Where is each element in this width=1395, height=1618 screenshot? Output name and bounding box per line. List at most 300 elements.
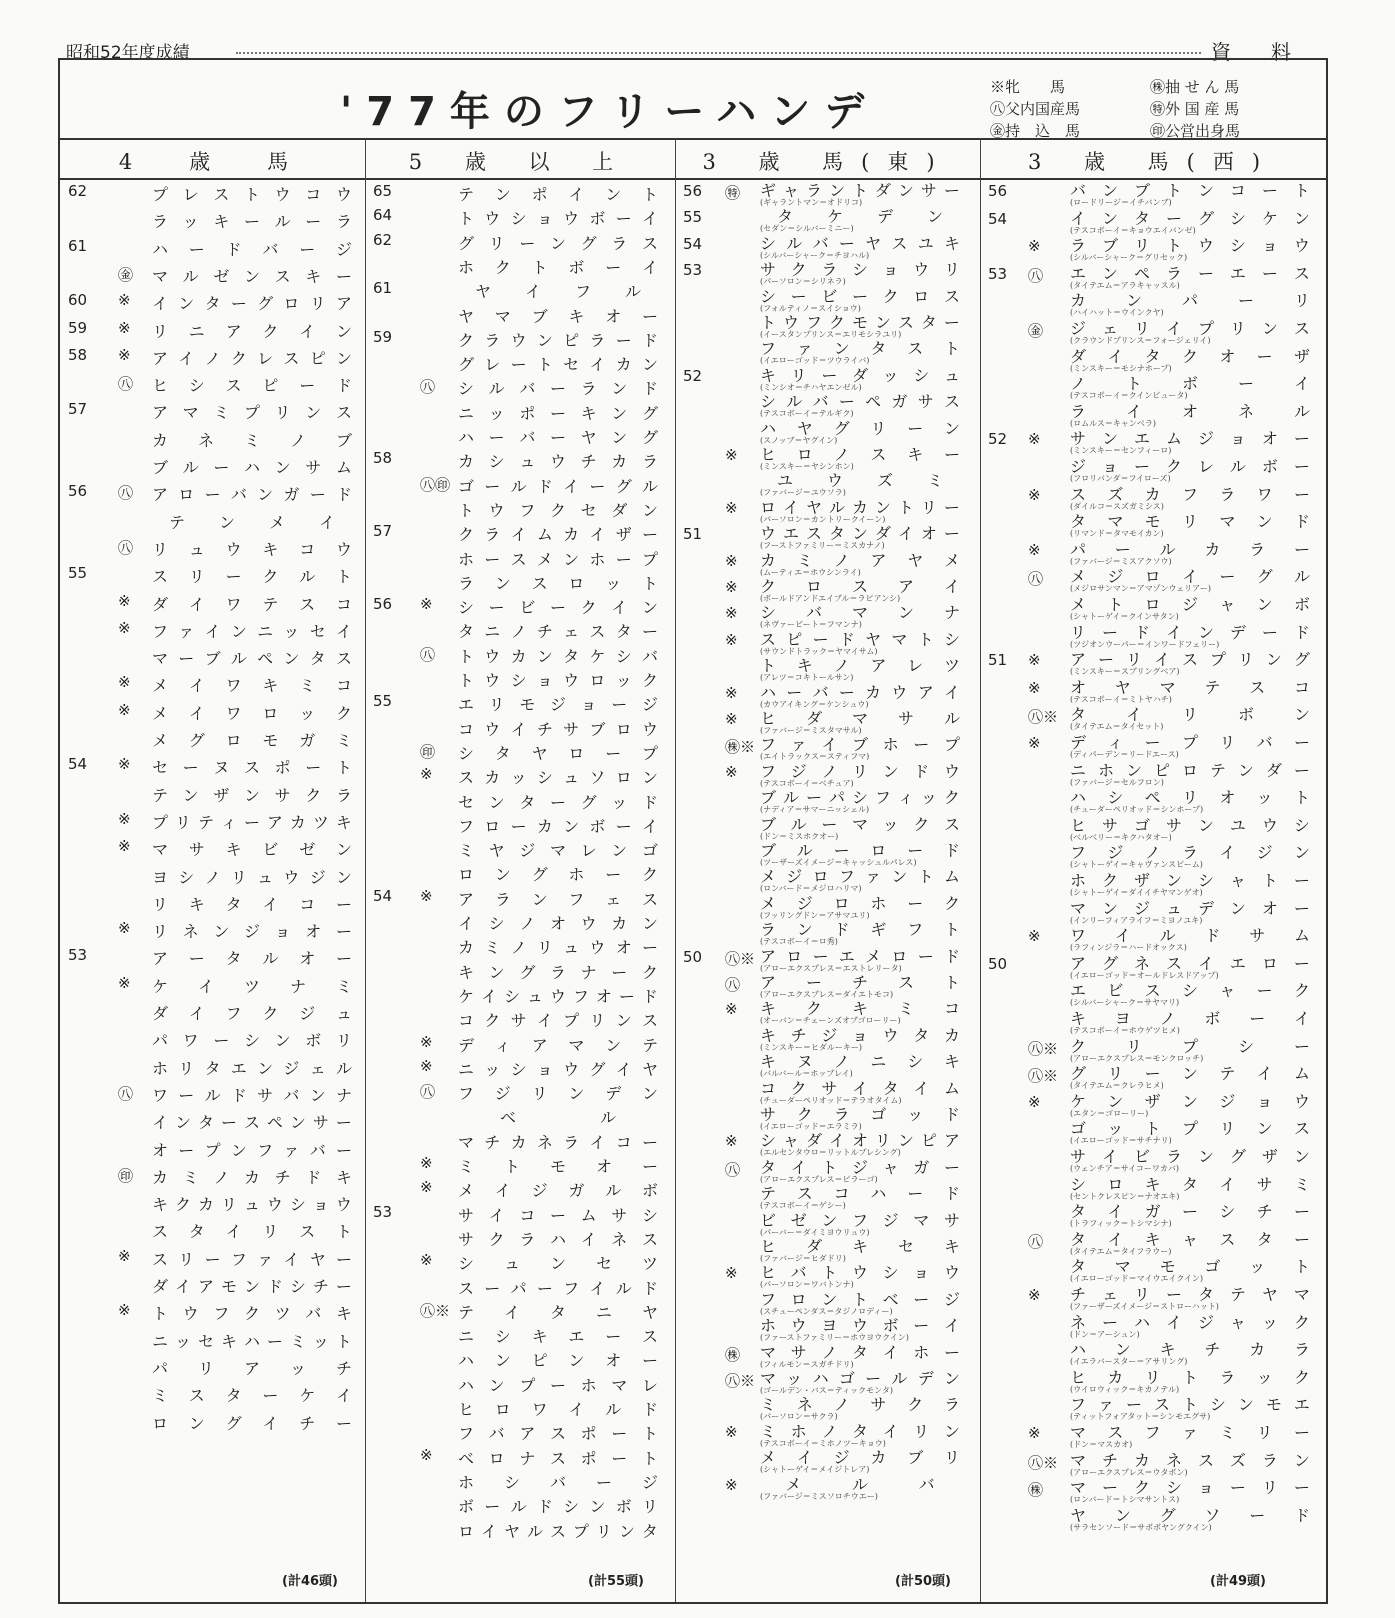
horse-mark: ※ — [420, 1154, 433, 1172]
horse-name: セ ン タ ー グ ッ ド — [458, 792, 658, 812]
horse-name: イ ン タ ー グ シ ケ ン — [1070, 208, 1310, 228]
horse-name: キ チ ジ ョ ウ タ カ — [760, 1025, 960, 1045]
horse-name: ハ ン ピ ン オ ー — [458, 1351, 658, 1371]
pedigree: (ギャラントマン＝オドリコ) — [760, 198, 863, 207]
horse-name: ダ イ ア モ ン ド シ チ ー — [152, 1277, 352, 1296]
horse-name: ハ ー バ ー カ ウ ア イ — [760, 682, 960, 702]
pedigree: (パーバー＝ダイミヨウリュウ) — [760, 1227, 870, 1237]
horse-mark: ㊇ — [1028, 266, 1044, 285]
pedigree: (タイテエム＝タイセット) — [1070, 722, 1164, 732]
column-header: 3 歳 馬(西) — [1027, 150, 1279, 174]
horse-name: メ グ ロ モ ガ ミ — [152, 731, 352, 750]
pedigree: (テスコボーイ＝クインビュータ) — [1070, 391, 1188, 401]
horse-name: デ ィ ー プ リ バ ー — [1070, 733, 1310, 752]
rating: 52 — [988, 430, 1008, 449]
horse-name: ニ シ キ エ ー ス — [458, 1327, 658, 1347]
horse-name: デ ィ ア マ ン テ — [458, 1035, 658, 1055]
horse-name: ト キ ノ ア レ ツ — [760, 656, 960, 676]
horse-mark: ※ — [420, 1251, 433, 1270]
horse-mark: ㊇※ — [420, 1301, 451, 1320]
horse-name: ク リ プ シ ー — [1070, 1036, 1310, 1056]
rating: 62 — [68, 182, 88, 200]
horse-mark: ※ — [1028, 1424, 1041, 1442]
horse-mark: ※ — [118, 755, 131, 774]
horse-name: メ ル バ — [785, 1474, 935, 1494]
pedigree: (シャトーゲイ＝メイジトレア) — [760, 1465, 870, 1475]
table-row — [60, 1148, 1326, 1174]
horse-name: テ イ タ ニ ヤ — [458, 1302, 658, 1322]
horse-name: ヤ イ フ ル — [474, 282, 641, 302]
pedigree: (テスコボーイ＝テルギク) — [760, 409, 854, 419]
pedigree: (ダイルコ＝スズガミシス) — [1070, 501, 1164, 511]
column-header: 4 歳 馬 — [118, 150, 307, 174]
dotted-leader — [236, 52, 1201, 54]
rating: 53 — [68, 946, 88, 965]
pedigree: (ムーティエ＝ホウシンライ) — [760, 567, 861, 577]
horse-name: ダ イ ワ テ ス コ — [152, 594, 352, 614]
horse-mark: ※ — [420, 765, 433, 784]
horse-mark: ※ — [725, 1264, 738, 1283]
horse-name: ラ ン ス ロ ッ ト — [458, 573, 658, 593]
horse-mark: ※ — [725, 1422, 738, 1441]
table-row — [60, 1231, 1326, 1257]
horse-name: ユ ウ ズ ミ — [776, 471, 943, 491]
horse-name: ト ウ シ ョ ウ ボ ー イ — [458, 209, 658, 229]
horse-name: テ ン ザ ン サ ク ラ — [152, 785, 352, 805]
column-total: (計55頭) — [588, 1574, 644, 1589]
horse-name: メ ト ロ ジ ャ ン ボ — [1070, 595, 1310, 614]
pedigree: (エイトラックス＝スティフマ) — [760, 752, 870, 762]
rating: 54 — [68, 755, 88, 774]
horse-mark: ㊞ — [118, 1166, 134, 1185]
horse-name: タ イ ガ ー シ チ ー — [1070, 1202, 1310, 1222]
pedigree: (サウンドトラック＝ヤマイサム) — [760, 646, 878, 656]
horse-name: シ ル バ ー ペ ガ サ ス — [760, 392, 960, 412]
horse-name: ス カ ッ シ ュ ソ ロ ン — [458, 768, 658, 788]
horse-name: ホ ク ト ボ ー イ — [458, 257, 658, 277]
horse-name: ラ ン ド ギ フ ト — [760, 920, 960, 940]
horse-mark: ※ — [118, 318, 131, 337]
horse-name: メ ジ ロ フ ァ ン ト ム — [760, 867, 960, 887]
pedigree: (セントクレスピン＝ナオエキ) — [1070, 1191, 1180, 1201]
horse-name: オ ー プ ン フ ァ バ ー — [152, 1140, 352, 1160]
pedigree: (シルバーシャーク＝サヤマリ) — [1070, 998, 1180, 1008]
horse-name: ラ ッ キ ー ル ー ラ — [152, 212, 352, 232]
horse-mark: ㊇※ — [1028, 708, 1059, 727]
table-row — [60, 486, 1326, 512]
horse-name: ア グ ネ ス イ エ ロ ー — [1070, 953, 1310, 973]
horse-name: ア ラ ン フ ェ ス — [458, 889, 658, 909]
pedigree: (フッリングドン＝アサマユリ) — [760, 910, 870, 920]
pedigree: (タイテエム＝クレラヒメ) — [1070, 1081, 1164, 1091]
pedigree: (テスコボーイ＝ゲシー) — [760, 1201, 846, 1211]
horse-name: リ キ タ イ コ ー — [152, 894, 352, 914]
column-total: (計50頭) — [895, 1574, 951, 1589]
rating: 65 — [373, 182, 393, 200]
horse-name: テ ン ポ イ ン ト — [458, 185, 658, 204]
horse-name: ヒ ロ ワ イ ル ド — [458, 1400, 658, 1419]
horse-mark: ※ — [1028, 237, 1041, 256]
pedigree: (チューダーペリオッド＝シンホープ) — [1070, 805, 1204, 815]
pedigree: (ロンバード＝メジロハリマ) — [760, 884, 862, 894]
horse-name: リ ュ ウ キ コ ウ — [152, 539, 352, 559]
horse-mark: ※ — [420, 1178, 433, 1197]
horse-name: コ ク サ イ タ イ ム — [760, 1078, 960, 1098]
horse-name: リ ー ド イ ン デ ー ド — [1070, 622, 1310, 642]
horse-name: ト ウ カ ン タ ケ シ バ — [458, 646, 658, 666]
horse-name: ク ラ イ ム カ イ ザ ー — [458, 525, 658, 545]
horse-name: ビ ゼ ン フ ジ マ サ — [760, 1210, 960, 1230]
pedigree: (チューダーペリオッド＝テラオタイム) — [760, 1095, 902, 1105]
horse-name: ミ ホ ノ タ イ リ ン — [760, 1421, 960, 1441]
pedigree: (バルバール＝ホップレイ) — [760, 1069, 853, 1079]
rating: 56 — [683, 182, 703, 200]
horse-name: サ ク ラ ゴ ッ ド — [760, 1105, 960, 1124]
pedigree: (イエローゴッド＝オールドレスドアップ) — [1070, 970, 1219, 980]
horse-mark: ※ — [118, 1246, 131, 1265]
horse-mark: ㊇ — [725, 976, 741, 994]
horse-mark: ※ — [725, 710, 738, 728]
horse-name: シ タ ヤ ロ ー プ — [458, 743, 658, 763]
horse-name: ヒ バ ト ウ シ ョ ウ — [760, 1263, 960, 1283]
horse-name: ニ ッ ポ ー キ ン グ — [458, 403, 658, 423]
page-header-right: 資料 — [1211, 40, 1331, 64]
horse-name: キ ヨ ノ ボ ー イ — [1070, 1009, 1310, 1028]
table-row — [60, 1314, 1326, 1340]
horse-name: ヨ シ ノ リ ュ ウ ジ ン — [152, 867, 352, 887]
pedigree: (ファバージ＝セルフロン) — [1070, 777, 1164, 787]
pedigree: (ミンスキー＝センフィーロ) — [1070, 446, 1172, 456]
horse-name: マ サ ノ タ イ ホ ー — [760, 1342, 960, 1362]
horse-name: ジ ョ ー ク レ ル ボ ー — [1070, 457, 1310, 476]
horse-mark: ※ — [1028, 927, 1041, 946]
horse-name: イ ン タ ー ス ペ ン サ ー — [152, 1113, 352, 1133]
horse-mark: ㊇ — [725, 1160, 741, 1179]
horse-name: フ ロ ー カ ン ボ ー イ — [458, 816, 658, 836]
horse-mark: ㊇㊞ — [420, 475, 451, 494]
table-row — [60, 345, 1326, 374]
horse-name: ス タ イ リ ス ト — [152, 1222, 352, 1242]
pedigree: (アローエクスプレス＝ウタボン) — [1070, 1467, 1188, 1477]
pedigree: (イエローゴッド＝エラミラ) — [760, 1122, 862, 1131]
horse-name: マ ッ ハ ゴ ー ル デ ン — [760, 1369, 960, 1388]
legend-item: ㊞公営出身馬 — [1150, 122, 1241, 140]
rating: 57 — [373, 522, 393, 541]
horse-name: ア ロ ー バ ン ガ ー ド — [152, 485, 352, 505]
handicap-table — [58, 58, 1328, 1604]
horse-mark: ㊎ — [1028, 322, 1044, 340]
horse-name: エ ビ ス シ ャ ー ク — [1070, 981, 1310, 1001]
horse-mark: ㊇ — [1028, 570, 1044, 589]
horse-name: ハ ヤ グ リ ー ン — [760, 418, 960, 438]
table-row — [60, 1479, 1326, 1505]
horse-name: グ レ ー ト セ イ カ ン — [458, 355, 658, 375]
horse-name: ベ ル — [499, 1108, 616, 1128]
rating: 61 — [373, 279, 393, 298]
table-row — [60, 458, 1326, 484]
horse-mark: ㊇ — [420, 378, 436, 397]
horse-name: フ バ ア ス ポ ー ト — [458, 1424, 658, 1444]
horse-mark: ※ — [118, 837, 131, 856]
horse-name: キ ヌ ノ ニ シ キ — [760, 1052, 960, 1072]
horse-name: タ イ リ ボ ン — [1070, 705, 1310, 725]
horse-name: カ ミ ノ ア ヤ メ — [760, 550, 960, 570]
horse-mark: ㊞ — [420, 742, 436, 761]
horse-mark: ㊇※ — [1028, 1039, 1059, 1058]
horse-name: ハ ー バ ー ヤ ン グ — [458, 428, 658, 447]
table-row — [60, 1452, 1326, 1478]
pedigree: (アローエクスプレス＝エストレリータ) — [760, 963, 902, 973]
horse-name: ニ ホ ン ピ ロ テ ン ダ ー — [1070, 760, 1310, 780]
pedigree: (アローエクスプレス＝モンクロッチ) — [1070, 1053, 1204, 1063]
pedigree: (ウェンチア＝サイコーワカバ) — [1070, 1164, 1180, 1173]
horse-name: キ ン グ ラ ナ ー ク — [458, 962, 658, 982]
pedigree: (シャトーゲイ＝ダイイチヤマンゲオ) — [1070, 888, 1203, 897]
rating: 50 — [988, 954, 1008, 973]
horse-mark: ※ — [1028, 1092, 1041, 1111]
column-header: 5 歳 以 上 — [408, 150, 632, 174]
horse-name: メ イ ワ キ ミ コ — [152, 676, 352, 696]
horse-mark: ※ — [420, 595, 433, 614]
rating: 61 — [68, 236, 88, 255]
table-row — [60, 403, 1326, 429]
pedigree: (ロムルス＝キャンベラ) — [1070, 418, 1157, 428]
horse-mark: ※ — [725, 551, 738, 570]
horse-name: メ イ ジ ガ ル ボ — [458, 1181, 658, 1201]
horse-mark: ※ — [1028, 430, 1041, 449]
rating: 62 — [373, 230, 393, 249]
horse-name: ホ シ バ ー ジ — [458, 1472, 658, 1492]
table-row — [60, 651, 1326, 677]
pedigree: (ファバージ＝ユウソラ) — [760, 488, 846, 498]
horse-mark: ※ — [725, 1132, 738, 1151]
horse-name: カ シ ュ ウ チ カ ラ — [458, 452, 658, 472]
rating: 55 — [68, 564, 88, 583]
horse-mark: ㊑※ — [725, 738, 756, 757]
rating: 56 — [988, 182, 1008, 200]
pedigree: (メジロサンマン＝アマゾンウェリアー) — [1070, 584, 1212, 594]
horse-mark: ※ — [725, 1475, 738, 1494]
rating: 54 — [683, 234, 703, 253]
table-row — [60, 1010, 1326, 1036]
pedigree: (エタン＝ゴローリー) — [1070, 1108, 1149, 1118]
pedigree: (ドン＝マスカオ) — [1070, 1440, 1133, 1449]
pedigree: (ロードリージ＝イチバンブ) — [1070, 198, 1172, 207]
horse-name: タ イ キ ャ ス タ ー — [1070, 1229, 1310, 1249]
pedigree: (ミンシオ＝チハヤエンゼル) — [760, 382, 862, 392]
table-row — [60, 1176, 1326, 1202]
horse-name: ヒ シ ス ピ ー ド — [152, 376, 352, 396]
horse-name: ヒ サ ゴ サ ン ユ ウ シ — [1070, 815, 1310, 835]
horse-name: ジ ェ リ イ プ リ ン ス — [1070, 319, 1310, 338]
rating: 51 — [988, 651, 1008, 670]
horse-mark: ※ — [1028, 485, 1041, 504]
table-row — [60, 210, 1326, 236]
horse-name: キ ク カ リ ュ ウ シ ョ ウ — [152, 1195, 352, 1215]
table-row — [60, 872, 1326, 898]
horse-name: ス ピ ー ド ヤ マ ト シ — [760, 629, 960, 649]
horse-name: ク ロ ス ア イ — [760, 577, 960, 596]
horse-name: ハ シ ペ リ オ ッ ト — [1070, 788, 1310, 808]
pedigree: (ファバージ＝ヒダドリ) — [760, 1254, 846, 1263]
pedigree: (フロリバンダ＝フイローズ) — [1070, 474, 1171, 483]
pedigree: (ベルベリー＝キクハタオー) — [1070, 832, 1172, 842]
pedigree: (ドン＝アーシュン) — [1070, 1329, 1140, 1339]
pedigree: (ファバージ＝ミスソロチウエー) — [760, 1491, 878, 1501]
horse-name: ウ エ ス タ ン ダ イ オ ー — [760, 524, 960, 544]
horse-name: ノ ト ボ ー イ — [1070, 374, 1310, 394]
horse-name: シ ュ ン セ ツ — [458, 1254, 658, 1274]
horse-name: シ ル バ ー ラ ン ド — [458, 379, 658, 399]
horse-mark: ※ — [725, 578, 738, 596]
horse-name: サ ク ラ ハ イ ネ ス — [458, 1229, 658, 1249]
pedigree: (スチューペンダス＝タジノロディー) — [760, 1306, 893, 1316]
horse-mark: ※ — [725, 630, 738, 649]
horse-mark: ※ — [118, 919, 131, 938]
horse-name: ロ イ ヤ ル カ ン ト リ ー — [760, 497, 960, 517]
pedigree: (ボールドアンドエイブル＝ラピアンシ) — [760, 594, 901, 603]
horse-name: マ ス フ ァ ミ リ ー — [1070, 1423, 1310, 1442]
horse-name: シ ー ビ ー ク ロ ス — [760, 286, 960, 306]
horse-name: メ イ ワ ロ ッ ク — [152, 703, 352, 723]
horse-name: ヒ ロ ノ ス キ ー — [760, 445, 960, 464]
rating: 59 — [373, 327, 393, 346]
horse-name: ア ー チ ス ト — [760, 973, 960, 992]
pedigree: (セダン＝シルバーミニー) — [760, 224, 854, 234]
horse-name: パ ー ル カ ラ ー — [1070, 539, 1310, 559]
horse-name: マ ー ブ ル ペ ン タ ス — [152, 649, 352, 669]
table-row — [60, 234, 1326, 263]
pedigree: (ツジオンウーパー＝インワードフェリー) — [1070, 639, 1220, 649]
pedigree: (アローエクスプレス＝ピラーゴ) — [760, 1174, 878, 1184]
horse-name: リ ネ ン ジ ョ オ ー — [152, 922, 352, 942]
pedigree: (ロンバード＝トシマサントス) — [1070, 1495, 1180, 1505]
rating: 52 — [683, 366, 703, 385]
horse-name: フ ァ ン タ ス ト — [760, 339, 960, 359]
pedigree: (パーソロン＝シリネラ) — [760, 277, 846, 287]
table-row — [60, 1203, 1326, 1229]
horse-name: ヒ カ リ ト ラ ッ ク — [1070, 1367, 1310, 1387]
pedigree: (ミンスキー＝モシナホープ) — [1070, 363, 1172, 373]
pedigree: (クラウンドプリンス＝フォージェリイ) — [1070, 336, 1211, 345]
table-row — [60, 541, 1326, 567]
horse-name: シ ャ ダ イ オ リ ン ピ ア — [760, 1131, 960, 1151]
horse-mark: ㊇※ — [1028, 1453, 1059, 1472]
horse-mark: ※ — [1028, 678, 1041, 697]
horse-name: マ サ キ ビ ゼ ン — [152, 840, 352, 860]
horse-name: ブ ル ー パ シ フ ィ ッ ク — [760, 788, 960, 808]
table-row — [60, 762, 1326, 788]
horse-name: ア マ ミ プ リ ン ス — [152, 403, 352, 423]
horse-mark: ※ — [725, 762, 738, 781]
horse-mark: ※ — [725, 446, 738, 464]
table-row — [60, 817, 1326, 843]
table-row — [60, 430, 1326, 456]
table-row — [60, 1258, 1326, 1284]
pedigree: (テスコボーイ＝ミホノツーキョウ) — [760, 1438, 886, 1448]
horse-name: ホ ー ス メ ン ホ ー プ — [458, 549, 658, 569]
horse-name: チ ェ リ ー タ テ ヤ マ — [1070, 1285, 1310, 1304]
horse-mark: ㊇ — [118, 1084, 134, 1103]
horse-name: フ ァ ー ス ト シ ン モ エ — [1070, 1395, 1310, 1415]
horse-mark: ※ — [1028, 734, 1041, 752]
horse-name: ベ ロ ナ ス ポ ー ト — [458, 1448, 658, 1468]
horse-mark: ※ — [725, 498, 738, 517]
page-header-left: 昭和52年度成績 — [66, 43, 190, 63]
horse-name: タ ケ デ ン — [776, 207, 943, 227]
horse-mark: ※ — [118, 591, 131, 610]
horse-name: マ ン ジ ュ デ ン オ ー — [1070, 898, 1310, 918]
horse-name: ラ ブ リ ト ウ シ ョ ウ — [1070, 236, 1310, 256]
horse-name: ト ウ シ ョ ウ ロ ッ ク — [458, 671, 658, 690]
rating: 56 — [68, 482, 88, 501]
table-row — [60, 375, 1326, 401]
pedigree: (ゴールデン・バス＝ティックモンタ) — [760, 1386, 893, 1395]
table-row — [60, 789, 1326, 815]
pedigree: (ファーザーズイメージ＝ストローハット) — [1070, 1302, 1219, 1311]
horse-mark: ※ — [420, 1056, 433, 1075]
horse-name: ヒ ダ マ サ ル — [760, 709, 960, 728]
horse-name: カ ミ ノ リ ュ ウ オ ー — [458, 938, 658, 958]
horse-mark: ㊎ — [118, 265, 134, 284]
horse-name: サ ク ラ シ ョ ウ リ — [760, 260, 960, 280]
horse-name: サ ン エ ム ジ ョ オ ー — [1070, 429, 1310, 449]
horse-name: フ ジ リ ン デ ン — [458, 1084, 658, 1104]
legend-item: ㊎持 込 馬 — [990, 122, 1081, 140]
pedigree: (テスコボーイ＝キョウエイバンゼ) — [1070, 225, 1196, 235]
rating: 64 — [373, 206, 393, 225]
horse-name: シ ロ キ タ イ サ ミ — [1070, 1174, 1310, 1194]
pedigree: (インリーフィアライフ＝ミヨノユキ) — [1070, 915, 1203, 925]
horse-name: プ リ テ ィ ー ア カ ツ キ — [152, 812, 352, 832]
column-total: (計46頭) — [282, 1574, 338, 1589]
pedigree: (ファーストファミリー＝ホウヨウクイン) — [760, 1333, 909, 1343]
pedigree: (ハイハット＝ウインクヤ) — [1070, 308, 1164, 318]
horse-name: オ ヤ マ テ ス コ — [1070, 677, 1310, 697]
horse-mark: ※ — [118, 809, 131, 828]
horse-mark: ※ — [725, 683, 738, 702]
rating: 54 — [988, 209, 1008, 228]
horse-name: ア ロ ー エ メ ロ ー ド — [760, 946, 960, 966]
table-row — [60, 624, 1326, 650]
horse-mark: ※ — [118, 673, 131, 692]
horse-name: ト ウ フ ク ツ バ キ — [152, 1304, 352, 1324]
pedigree: (ドン＝ミスホクオー) — [760, 831, 839, 841]
pedigree: (アレツ＝コキトールサン) — [760, 673, 854, 683]
pedigree: (シルバーシャーク＝グリセック) — [1070, 253, 1188, 263]
horse-name: ミ ヤ ジ マ レ ン ゴ — [458, 841, 658, 861]
table-row — [60, 1341, 1326, 1367]
horse-name: グ リ ー ン グ ラ ス — [458, 233, 658, 253]
horse-mark: ※ — [725, 1000, 738, 1019]
horse-name: シ ル バ ー ヤ ス ユ キ — [760, 233, 960, 253]
pedigree: (ファバージ＝ミスタマサル) — [760, 726, 862, 735]
pedigree: (タイテエム＝アラキャッスル) — [1070, 280, 1180, 290]
table-row — [60, 596, 1326, 622]
table-row — [60, 734, 1326, 760]
table-row — [60, 1507, 1326, 1533]
horse-name: ヤ マ ブ キ オ ー — [458, 306, 658, 326]
pedigree: (ディパーデン＝リードエース) — [1070, 750, 1179, 759]
rating: 57 — [68, 400, 88, 419]
table-row — [60, 1093, 1326, 1119]
horse-name: タ マ モ ゴ ッ ト — [1070, 1257, 1310, 1277]
horse-name: ニ ッ シ ョ ウ グ イ ヤ — [458, 1059, 658, 1079]
table-row — [60, 1396, 1326, 1422]
rating: 53 — [683, 261, 703, 280]
horse-name: バ ン ブ ト ン コ ー ト — [1070, 181, 1310, 200]
horse-name: メ ジ ロ イ ー グ ル — [1070, 567, 1310, 587]
